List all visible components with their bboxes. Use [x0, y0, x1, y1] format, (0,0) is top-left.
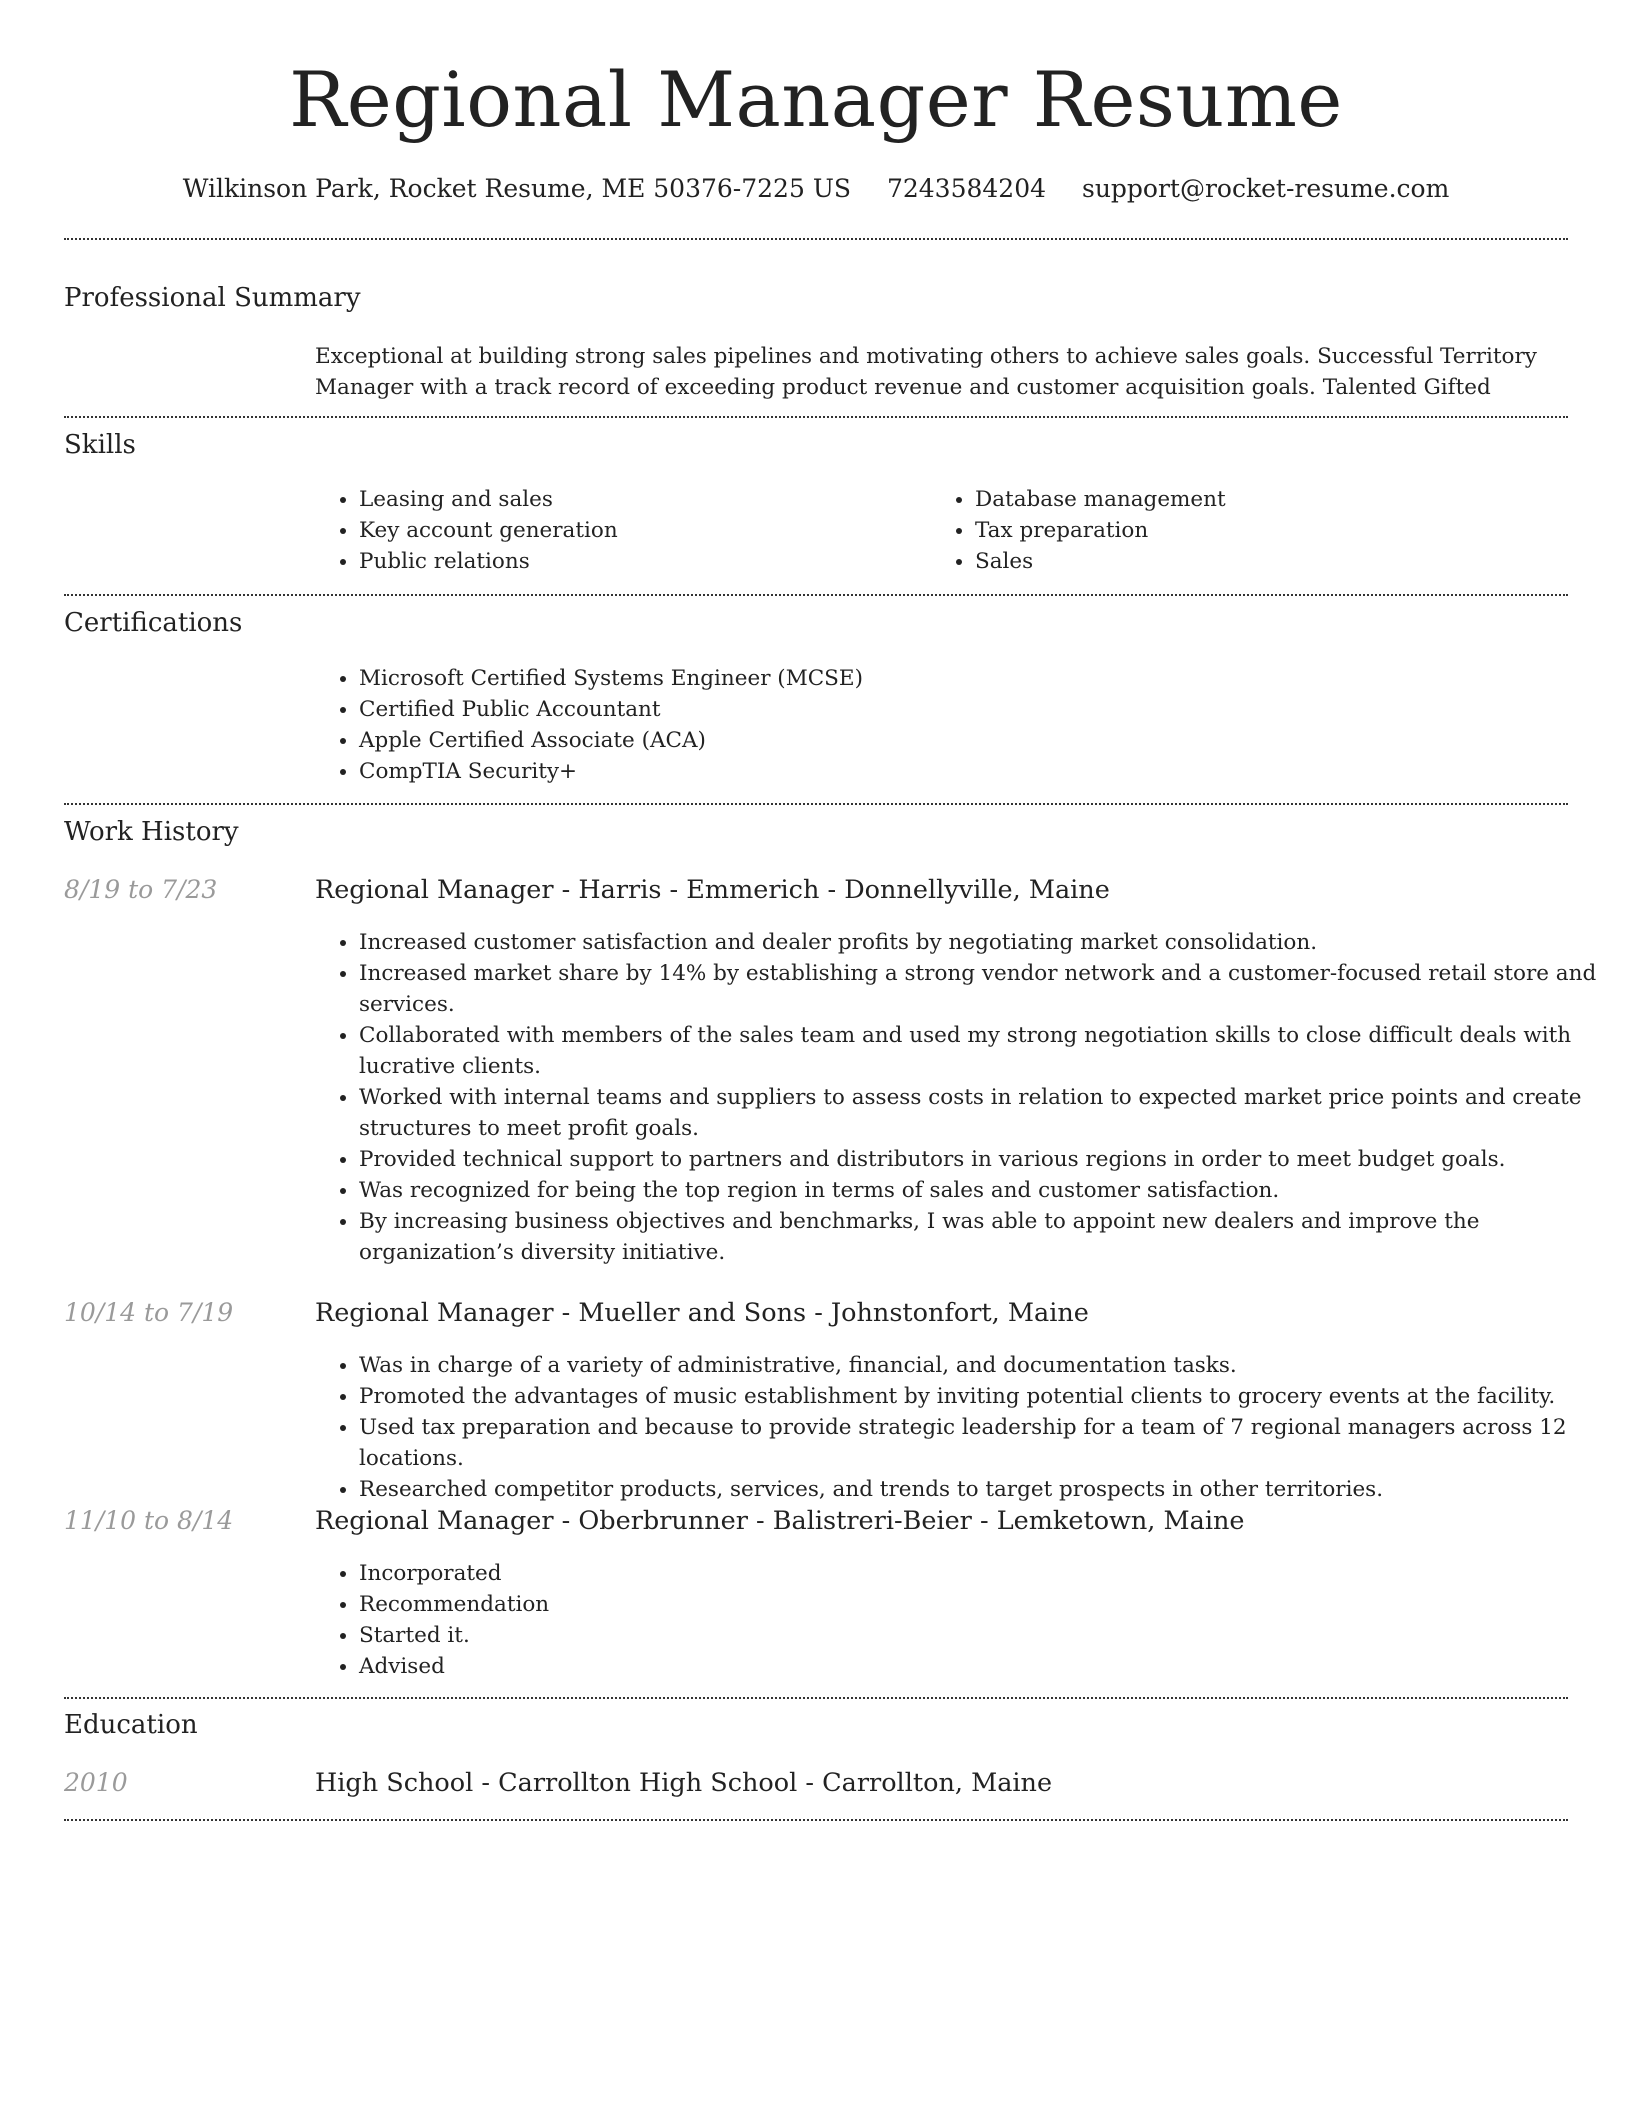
divider	[64, 416, 1568, 418]
job-bullet: • Was recognized for being the top region in terms of sales and customer satisfaction.	[359, 1175, 1609, 1206]
contact-address: Wilkinson Park, Rocket Resume, ME 50376-7225 US	[182, 174, 852, 203]
job-bullet: • Advised	[359, 1651, 1609, 1682]
job-bullet: • Provided technical support to partners and distributors in various regions in order to meet budget goals.	[359, 1144, 1609, 1175]
contact-email: support@rocket-resume.com	[1081, 174, 1450, 203]
skills-list-left	[315, 484, 919, 577]
skill-item: • Tax preparation	[975, 515, 1575, 546]
education-year: 2010	[64, 1768, 128, 1797]
summary-heading: Professional Summary	[64, 283, 361, 313]
job-title: Regional Manager - Oberbrunner - Balistreri-Beier - Lemketown, Maine	[315, 1506, 1245, 1536]
job-dates: 10/14 to 7/19	[64, 1298, 234, 1327]
contact-phone: 7243584204	[886, 174, 1047, 203]
work-history-heading: Work History	[64, 817, 239, 847]
divider	[64, 1697, 1568, 1699]
job-bullet: • Increased customer satisfaction and dealer profits by negotiating market consolidation.	[359, 927, 1609, 958]
skill-item: • Database management	[975, 484, 1575, 515]
job-bullet: • Promoted the advantages of music establishment by inviting potential clients to grocery events at the facility.	[359, 1381, 1609, 1412]
job-bullet: • Started it.	[359, 1620, 1609, 1651]
certification-item: • Certified Public Accountant	[359, 694, 1609, 725]
job-bullet: • Incorporated	[359, 1558, 1609, 1589]
job-bullet: • Researched competitor products, services, and trends to target prospects in other territories.	[359, 1474, 1609, 1505]
education-heading: Education	[64, 1710, 198, 1740]
job-title: Regional Manager - Harris - Emmerich - Donnellyville, Maine	[315, 875, 1110, 905]
job-bullet: • Was in charge of a variety of administrative, financial, and documentation tasks.	[359, 1350, 1609, 1381]
skills-list-right	[931, 484, 1575, 577]
certification-item: • Microsoft Certified Systems Engineer (MCSE)	[359, 663, 1609, 694]
job-bullet: • Recommendation	[359, 1589, 1609, 1620]
skill-item: • Public relations	[359, 546, 919, 577]
job-dates: 8/19 to 7/23	[64, 875, 218, 904]
job-bullets	[315, 1558, 1609, 1682]
job-dates: 11/10 to 8/14	[64, 1506, 234, 1535]
certifications-heading: Certifications	[64, 608, 243, 638]
job-title: Regional Manager - Mueller and Sons - Johnstonfort, Maine	[315, 1298, 1089, 1328]
divider	[64, 594, 1568, 596]
certification-item: • Apple Certified Associate (ACA)	[359, 725, 1609, 756]
contact-info	[0, 172, 1632, 206]
divider	[64, 803, 1568, 805]
certifications-list	[315, 663, 1609, 787]
job-bullet: • Worked with internal teams and suppliers to assess costs in relation to expected market price points and create structures to meet profit goals.	[359, 1082, 1609, 1144]
certification-item: • CompTIA Security+	[359, 756, 1609, 787]
skill-item: • Leasing and sales	[359, 484, 919, 515]
skill-item: • Sales	[975, 546, 1575, 577]
education-title: High School - Carrollton High School - Carrollton, Maine	[315, 1768, 1053, 1798]
job-bullets	[315, 1350, 1609, 1505]
resume-title: Regional Manager Resume	[289, 55, 1343, 144]
skill-item: • Key account generation	[359, 515, 919, 546]
job-bullet: • By increasing business objectives and benchmarks, I was able to appoint new dealers and improve the organization’s diversity initiative.	[359, 1206, 1609, 1268]
skills-heading: Skills	[64, 430, 136, 460]
summary-text: Exceptional at building strong sales pipelines and motivating others to achieve sales goals. Successful Territory Manager with a track record of exceeding product revenue and customer acquisition goals. Talented Gifted	[315, 344, 1537, 400]
job-bullet: • Used tax preparation and because to provide strategic leadership for a team of 7 regional managers across 12 locations.	[359, 1412, 1609, 1474]
divider	[64, 1819, 1568, 1821]
job-bullets	[315, 927, 1609, 1268]
job-bullet: • Increased market share by 14% by establishing a strong vendor network and a customer-focused retail store and services.	[359, 958, 1609, 1020]
job-bullet: • Collaborated with members of the sales team and used my strong negotiation skills to close difficult deals with lucrative clients.	[359, 1020, 1609, 1082]
divider	[64, 238, 1568, 240]
